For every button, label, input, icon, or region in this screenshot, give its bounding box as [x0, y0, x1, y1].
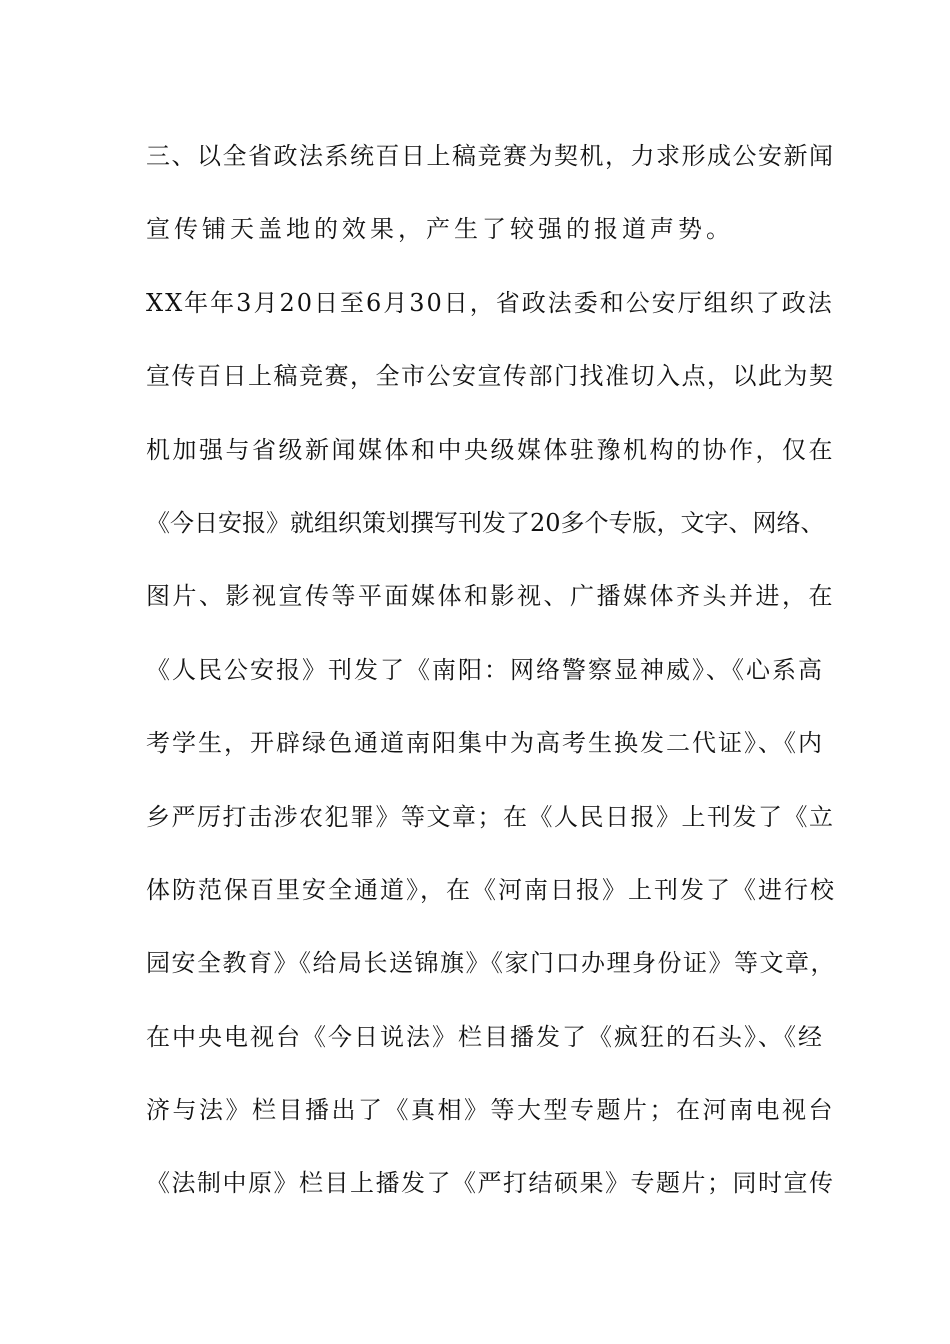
text-line-14: 济与法》栏目播出了《真相》等大型专题片；在河南电视台	[146, 1096, 835, 1125]
text-line-10: 乡严厉打击涉农犯罪》等文章；在《人民日报》上刊发了《立	[146, 802, 835, 831]
text-line-3: XX年年3月20日至6月30日，省政法委和公安厅组织了政法	[146, 288, 834, 317]
body-text	[146, 130, 836, 1231]
text-line-2: 宣传铺天盖地的效果，产生了较强的报道声势。	[146, 215, 734, 244]
text-line-11: 体防范保百里安全通道》，在《河南日报》上刊发了《进行校	[146, 875, 836, 904]
text-line-1: 三、以全省政法系统百日上稿竞赛为契机，力求形成公安新闻	[146, 142, 835, 170]
text-line-6: 《今日安报》就组织策划撰写刊发了20多个专版，文字、网络、	[146, 508, 825, 537]
text-line-4: 宣传百日上稿竞赛，全市公安宣传部门找准切入点，以此为契	[146, 362, 835, 391]
text-line-8: 《人民公安报》刊发了《南阳：网络警察显神威》、《心系高	[146, 655, 824, 684]
text-line-13: 在中央电视台《今日说法》栏目播发了《疯狂的石头》、《经	[146, 1022, 824, 1051]
text-line-7: 图片、影视宣传等平面媒体和影视、广播媒体齐头并进，在	[146, 582, 835, 611]
text-line-15: 《法制中原》栏目上播发了《严打结硕果》专题片；同时宣传	[146, 1169, 835, 1198]
text-line-5: 机加强与省级新闻媒体和中央级媒体驻豫机构的协作，仅在	[146, 435, 835, 464]
text-line-12: 园安全教育》《给局长送锦旗》《家门口办理身份证》等文章，	[146, 949, 836, 978]
text-line-9: 考学生，开辟绿色通道南阳集中为高考生换发二代证》、《内	[146, 729, 824, 758]
